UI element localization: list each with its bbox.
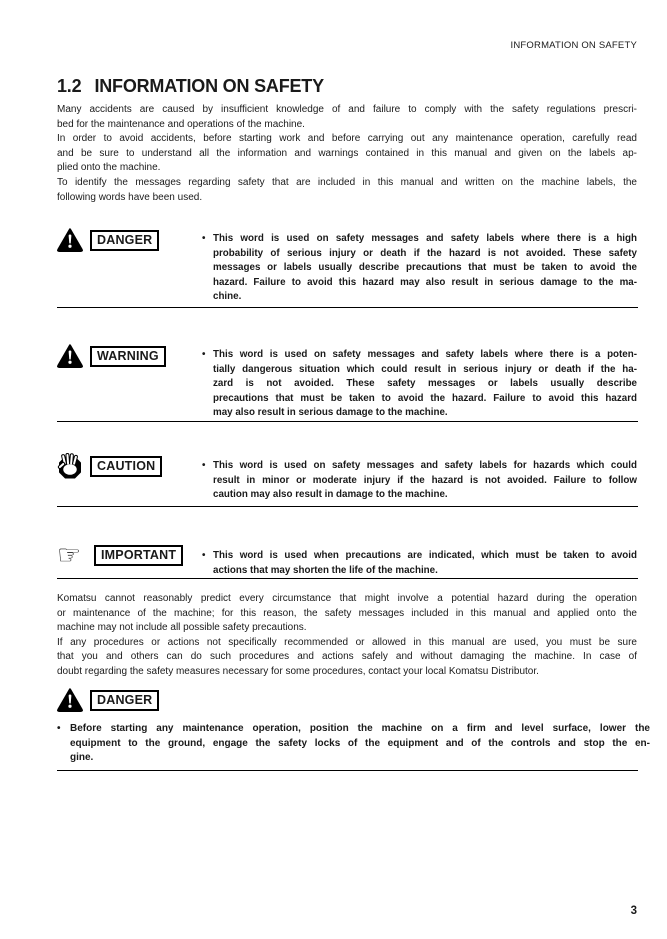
warning-block [57, 343, 637, 421]
warning-triangle-icon [57, 227, 83, 253]
divider-rule [57, 506, 638, 507]
section-number: 1.2 [57, 76, 82, 96]
running-header: INFORMATION ON SAFETY [510, 40, 637, 51]
hand-stop-icon [57, 453, 83, 479]
important-text: • This word is used when precautions are indicated, which must be taken to avoid actions that may shorten the life of the machine. [202, 550, 637, 576]
warning-label: WARNING [90, 346, 166, 367]
danger-block [57, 227, 637, 305]
divider-rule [57, 578, 638, 579]
page-title [57, 76, 637, 97]
bullet: • [202, 460, 206, 471]
warning-triangle-icon [57, 343, 83, 369]
danger-label: DANGER [90, 230, 159, 251]
final-danger-label: DANGER [90, 690, 159, 711]
divider-rule [57, 770, 638, 771]
important-block [57, 540, 637, 578]
final-danger-block [57, 687, 637, 713]
important-label: IMPORTANT [94, 545, 183, 566]
bullet: • [202, 233, 206, 244]
intro-paragraph: Many accidents are caused by insufficient knowledge of and failure to comply with the safety regulations prescri- bed for the maintenance and operations of the machine. [57, 104, 637, 130]
section-title-text: INFORMATION ON SAFETY [94, 76, 324, 96]
divider-rule [57, 307, 638, 308]
caution-label: CAUTION [90, 456, 162, 477]
bullet: • [202, 349, 206, 360]
bullet: • [57, 723, 61, 734]
warning-text: • This word is used on safety messages and safety labels where there is a poten- tially dangerous situation which could result in serious injury or death if the ha- zard is not avoided. These safety messages or labels usually describe precautions that must be taken to avoid the hazard. Failure to avoid this hazard may also result in serious damage to the machine. [202, 349, 637, 419]
caution-block [57, 453, 637, 503]
caution-signal [57, 453, 202, 479]
warning-signal [57, 343, 202, 369]
final-danger-text: • Before starting any maintenance operation, position the machine on a firm and level surface, lower the equipment to the ground, engage the safety locks of the equipment and of the controls and stop the en- gine. [57, 723, 650, 764]
danger-text: • This word is used on safety messages and safety labels where there is a high probability of serious injury or death if the hazard is not avoided. These safety messages or labels usually describe precautions that must be taken to avoid the hazard. Failure to avoid this hazard may also result in serious damage to the ma- chine. [202, 233, 637, 303]
intro-paragraphs [57, 103, 637, 205]
komatsu-paragraph: Komatsu cannot reasonably predict every circumstance that might involve a potential hazard during the operation or maintenance of the machine; for this reason, the safety messages included in this manual and applied onto the machine may not include all possible safety precautions. [57, 593, 637, 634]
important-signal [57, 540, 202, 570]
warning-triangle-icon [57, 687, 83, 713]
danger-signal [57, 227, 202, 253]
procedures-paragraph: If any procedures or actions not specifically recommended or allowed in this manual are used, you must be sure that you and others can do such procedures and actions safely and without damaging the machine. In case of doubt regarding the safety measures necessary for some procedures, contact your local Komatsu Distributor. [57, 636, 637, 677]
intro-paragraph: In order to avoid accidents, before starting work and before carrying out any maintenance operation, carefully read and be sure to understand all the information and warnings contained in this manual and given on the labels ap- plied onto the machine. [57, 133, 637, 174]
pointing-hand-icon: ☞ [57, 540, 82, 570]
intro-paragraph: To identify the messages regarding safety that are included in this manual and written on the machine labels, the following words have been used. [57, 176, 637, 203]
body-paragraphs [57, 592, 637, 680]
caution-text: • This word is used on safety messages and safety labels for hazards which could result in minor or moderate injury if the hazard is not avoided. Failure to follow caution may also result in damage to the machine. [202, 460, 637, 501]
bullet: • [202, 550, 206, 561]
page-number: 3 [630, 905, 637, 917]
divider-rule [57, 421, 638, 422]
